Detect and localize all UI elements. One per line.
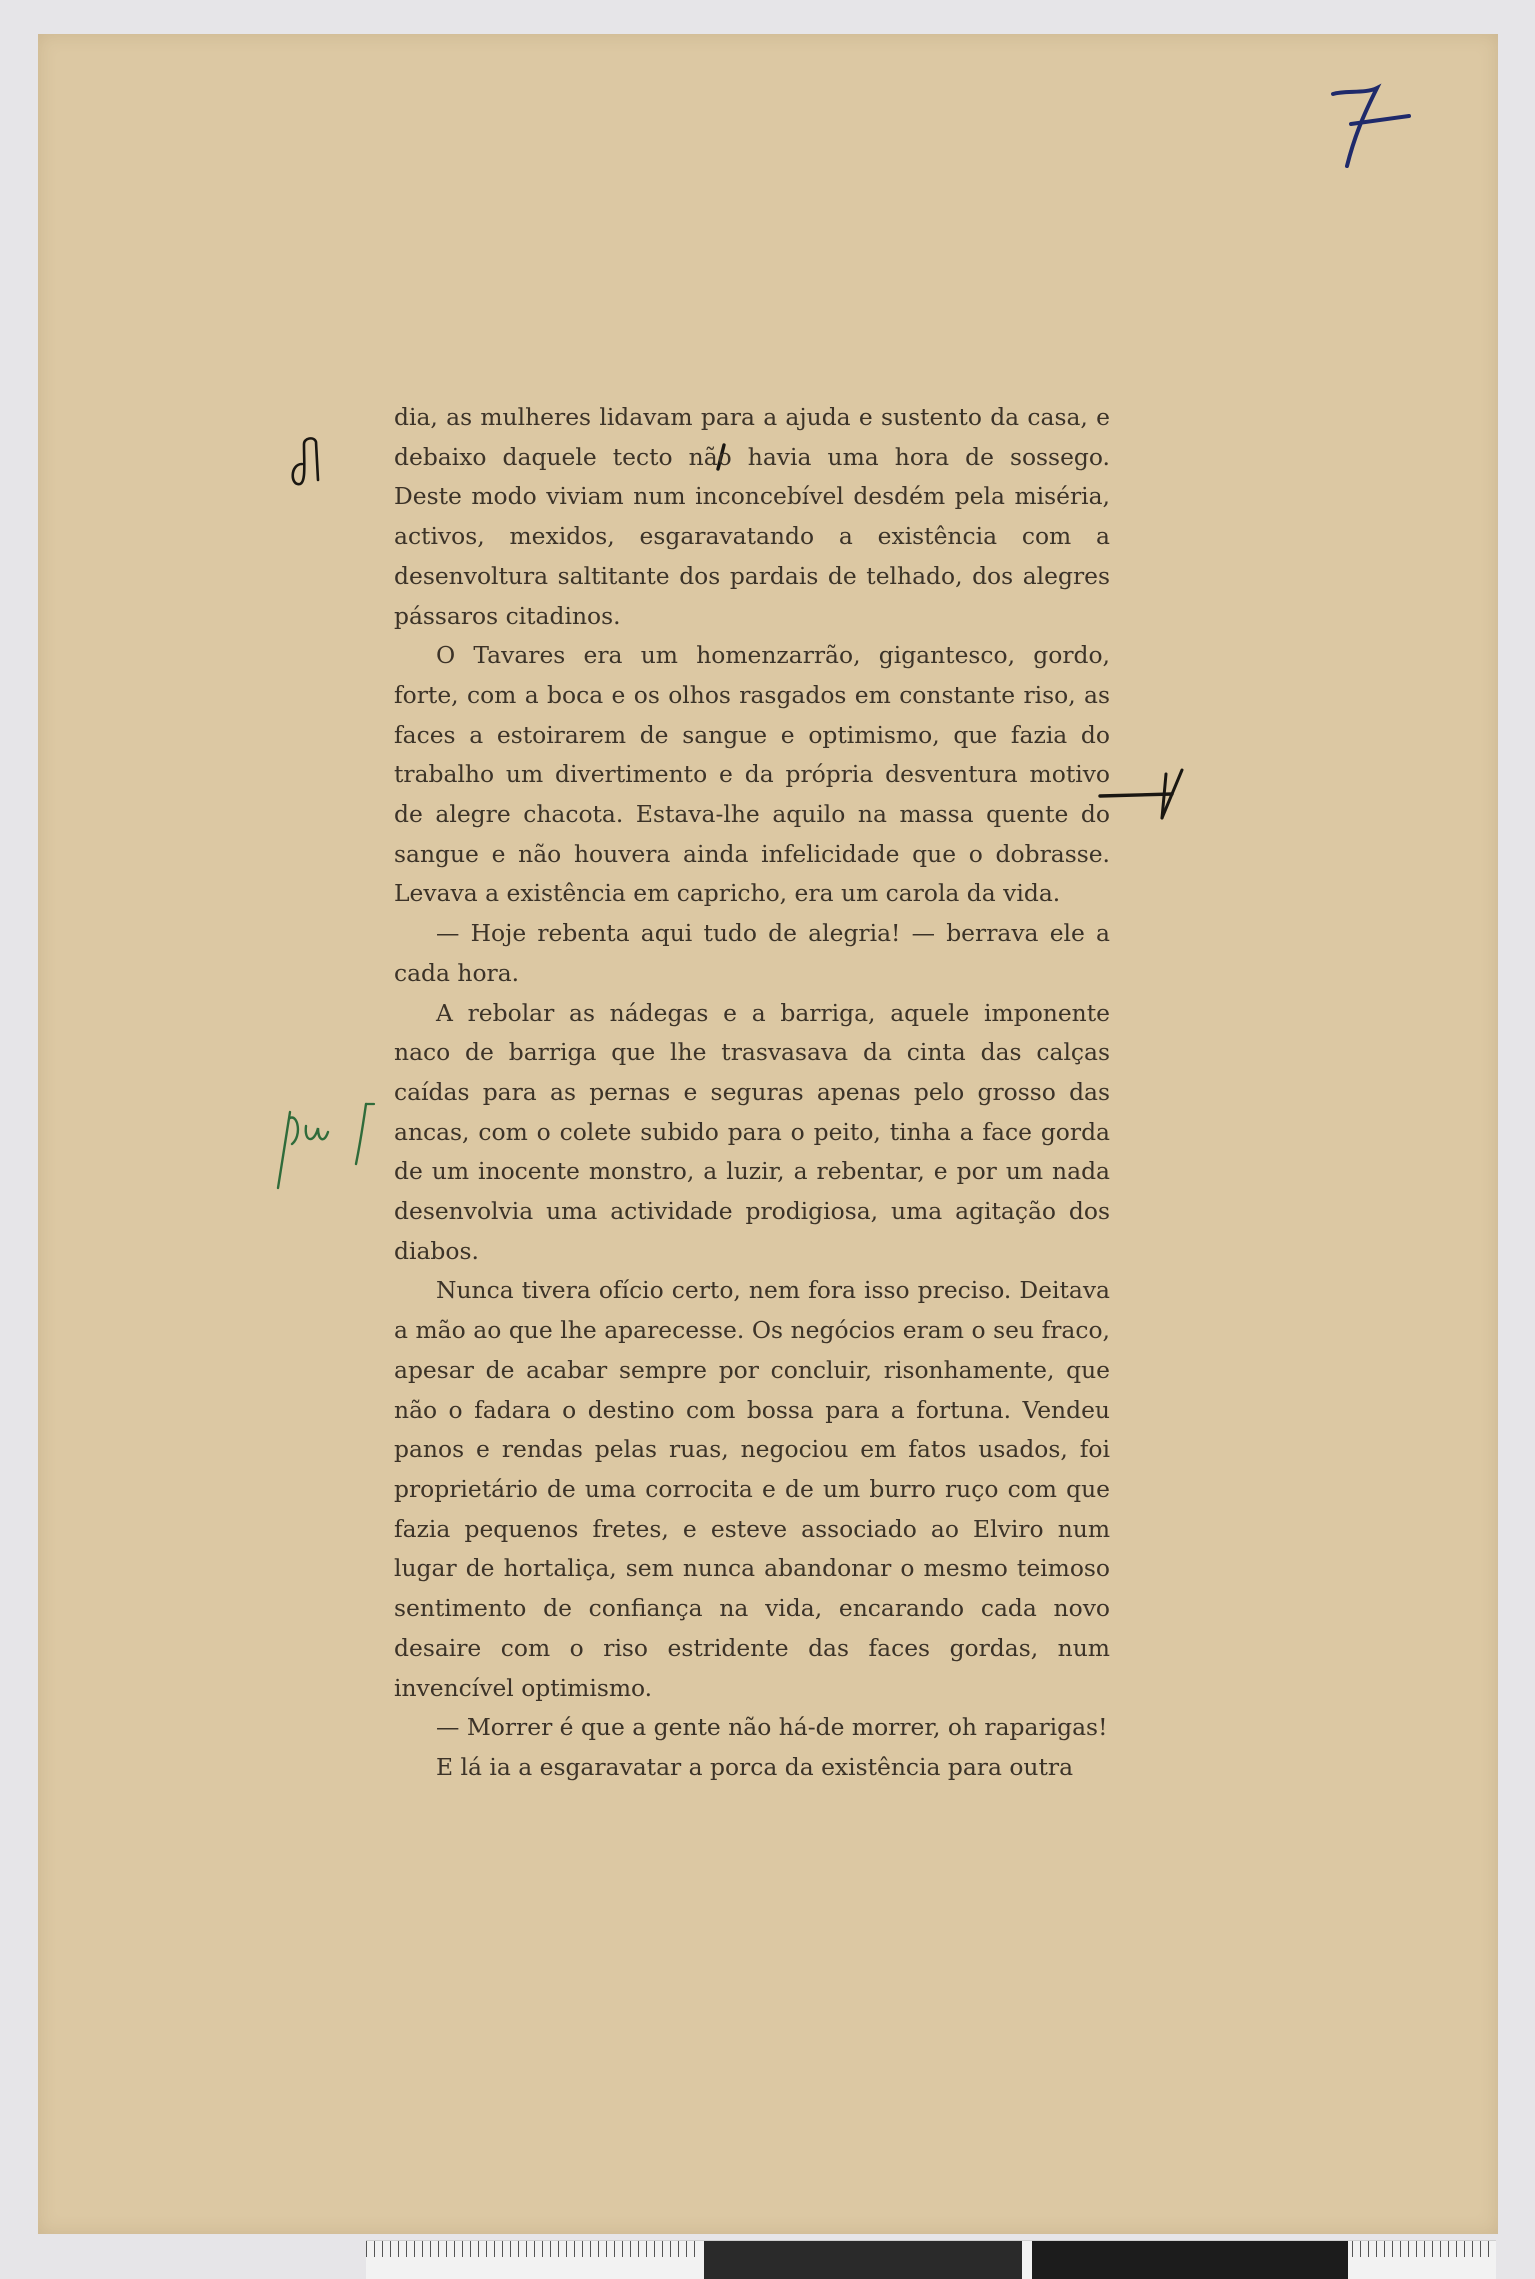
paragraph: O Tavares era um homenzarrão, gigantesco, gordo, forte, com a boca e os olhos rasgados em constante riso, as faces a estoirarem de sangue e optimismo, que fazia do trabalho um divertimento e da própria desventura motivo de alegre chacota. Estava-lhe aquilo na massa quente do sangue e não houvera ainda infelicidade que o dobrasse. Levava a existência em capricho, era um carola da vida. [394,641,1110,908]
margin-annotation-green [270,1092,394,1192]
paragraph: Nunca tivera ofício certo, nem fora isso preciso. Deitava a mão ao que lhe aparecesse. Os negócios eram o seu fraco, apesar de acabar sempre por concluir, risonhamente, que não o fadara o destino com bossa para a fortuna. Vendeu panos e rendas pelas ruas, negociou em fatos usados, foi proprietário de uma corrocita e de um burro ruço com que fazia pequenos fretes, e esteve associado ao Elviro num lugar de hortaliça, sem nunca abandonar o mesmo teimoso sentimento de confiança na vida, encarando cada novo desaire com o riso estridente das faces gordas, num invencível optimismo. [394,1276,1110,1702]
paragraph: — Hoje rebenta aqui tudo de alegria! — berrava ele a cada hora. [394,919,1110,987]
ruler-ticks-left [366,2241,700,2257]
ruler-gap [1022,2241,1032,2279]
body-text [394,398,1110,1788]
margin-mark-top [284,434,334,488]
ruler-dark-bar [704,2241,1022,2279]
ruler-dark-bar [1032,2241,1348,2279]
ruler-ticks-right [1352,2241,1496,2257]
paragraph: A rebolar as nádegas e a barriga, aquele imponente naco de barriga que lhe trasvasava da cinta das calças caídas para as pernas e seguras apenas pelo grosso das ancas, com o colete subido para o peito, tinha a face gorda de um inocente monstro, a luzir, a rebentar, e por um nada desenvolvia uma actividade prodigiosa, uma agitação dos diabos. [394,998,1110,1265]
paragraph: dia, as mulheres lidavam para a ajuda e sustento da casa, e debaixo daquele tecto não havia uma hora de sossego. Deste modo viviam num inconcebível desdém pela miséria, activos, mexidos, esgaravatando a existência com a desenvoltura saltitante dos pardais de telhado, dos alegres pássaros citadinos. [394,403,1110,630]
paragraph: — Morrer é que a gente não há-de morrer, oh raparigas! [436,1713,1108,1742]
page-number-handwritten [1325,72,1415,172]
scale-ruler [366,2240,1496,2279]
paragraph: E lá ia a esgaravatar a porca da existência para outra [436,1752,1074,1781]
